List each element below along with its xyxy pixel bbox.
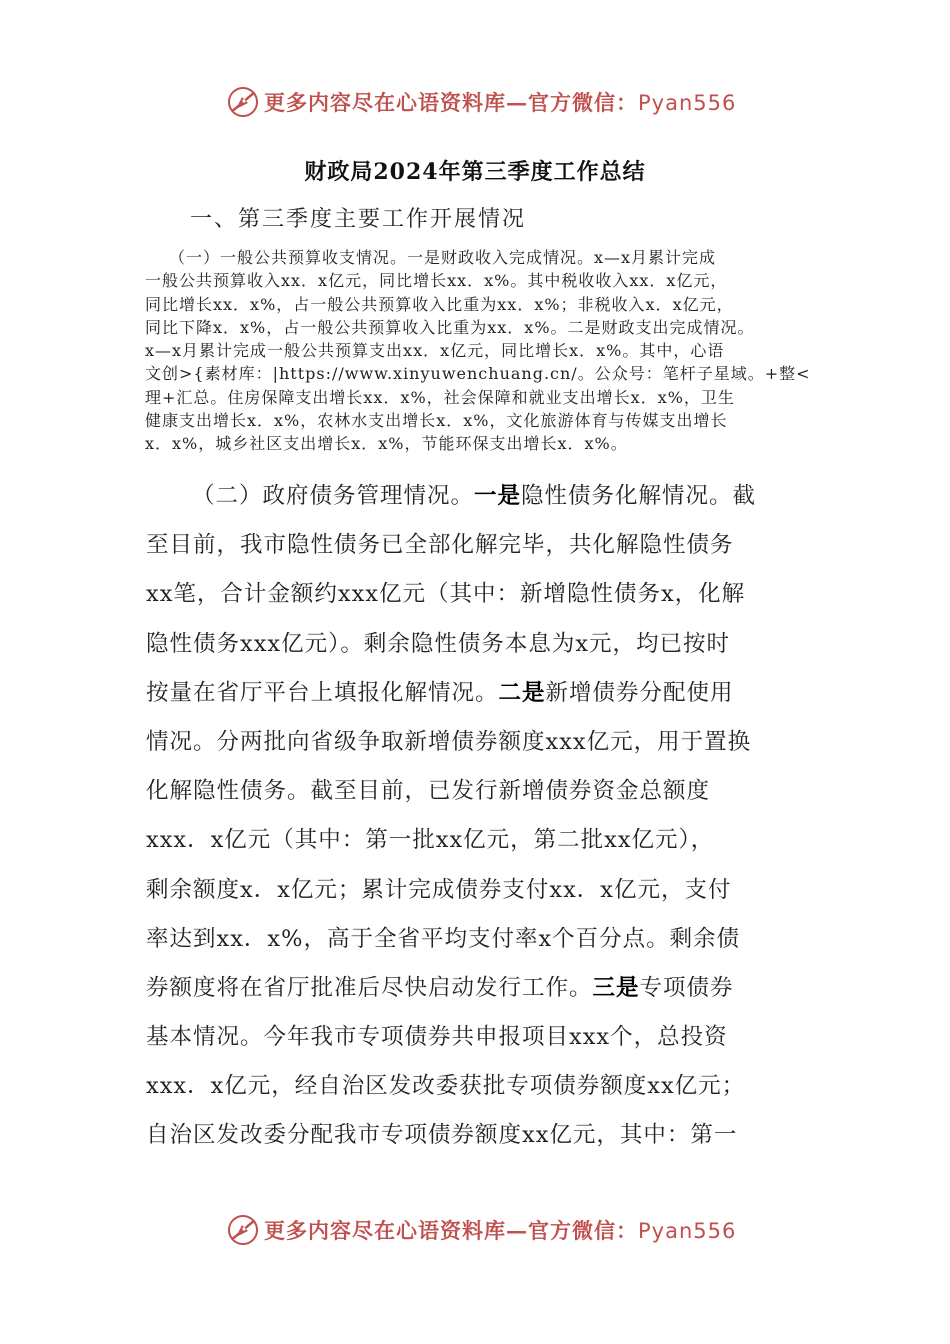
paragraph-line: 文创>{素材库：|https://www.xinyuwenchuang.cn/。公众号：笔杆子星域。+整< bbox=[145, 364, 811, 384]
banner-text: 更多内容尽在心语资料库—官方微信：Pyan556 bbox=[264, 1218, 737, 1243]
paragraph-line: 率达到xx．x%，高于全省平均支付率x个百分点。剩余债 bbox=[146, 925, 741, 952]
pen-nib-logo-icon bbox=[226, 85, 260, 119]
paragraph-line: 情况。分两批向省级争取新增债券额度xxx亿元，用于置换 bbox=[146, 728, 752, 755]
pen-nib-logo-icon bbox=[226, 1213, 260, 1247]
paragraph-line: 健康支出增长x．x%，农林水支出增长x．x%，文化旅游体育与传媒支出增长 bbox=[145, 411, 728, 431]
paragraph-line: 隐性债务xxx亿元）。剩余隐性债务本息为x元，均已按时 bbox=[146, 630, 731, 657]
paragraph-line: 一般公共预算收入xx．x亿元，同比增长xx．x%。其中税收收入xx．x亿元， bbox=[145, 271, 728, 291]
paragraph-line: xxx．x亿元（其中：第一批xx亿元，第二批xx亿元）， bbox=[146, 827, 715, 854]
paragraph-line: 同比增长xx．x%，占一般公共预算收入比重为xx．x%；非税收入x．x亿元， bbox=[145, 294, 734, 314]
paragraph-line: 化解隐性债务。截至目前，已发行新增债券资金总额度 bbox=[146, 778, 711, 805]
bottom-banner[interactable] bbox=[226, 1208, 746, 1252]
paragraph-line: （一）一般公共预算收支情况。一是财政收入完成情况。x—x月累计完成 bbox=[169, 248, 717, 267]
paragraph-line: 券额度将在省厅批准后尽快启动发行工作。三是专项债券 bbox=[146, 974, 734, 1001]
paragraph-line: 按量在省厅平台上填报化解情况。二是新增债券分配使用 bbox=[146, 679, 734, 706]
emphasis: 二是 bbox=[498, 679, 546, 706]
paragraph-line: xx笔，合计金额约xxx亿元（其中：新增隐性债务x，化解 bbox=[146, 581, 746, 608]
paragraph-line: 剩余额度x．x亿元；累计完成债券支付xx．x亿元，支付 bbox=[146, 876, 732, 903]
banner-handle: Pyan556 bbox=[638, 91, 737, 115]
paragraph-line: 理+汇总。住房保障支出增长xx．x%，社会保障和就业支出增长x．x%，卫生 bbox=[145, 387, 735, 407]
paragraph-line: 同比下降x．x%，占一般公共预算收入比重为xx．x%。二是财政支出完成情况。 bbox=[145, 317, 755, 337]
paragraph-line: 自治区发改委分配我市专项债券额度xx亿元，其中：第一 bbox=[146, 1122, 738, 1149]
paragraph-budget bbox=[145, 246, 810, 456]
document-title: 财政局2024年第三季度工作总结 bbox=[304, 159, 646, 185]
paragraph-line: 至目前，我市隐性债务已全部化解完毕，共化解隐性债务 bbox=[146, 532, 734, 559]
paragraph-debt bbox=[146, 472, 816, 1161]
paragraph-line: x—x月累计完成一般公共预算支出xx．x亿元，同比增长x．x%。其中，心语 bbox=[145, 341, 725, 361]
paragraph-line: （二）政府债务管理情况。一是隐性债务化解情况。截 bbox=[192, 483, 757, 509]
top-banner[interactable] bbox=[226, 80, 746, 124]
emphasis: 一是 bbox=[474, 483, 522, 509]
section-heading: 一、第三季度主要工作开展情况 bbox=[190, 207, 527, 232]
paragraph-line: 基本情况。今年我市专项债券共申报项目xxx个，总投资 bbox=[146, 1024, 728, 1051]
banner-text: 更多内容尽在心语资料库—官方微信：Pyan556 bbox=[264, 90, 737, 115]
paragraph-line: xxx．x亿元，经自治区发改委获批专项债券额度xx亿元； bbox=[146, 1073, 746, 1100]
emphasis: 三是 bbox=[592, 974, 640, 1001]
paragraph-line: x．x%，城乡社区支出增长x．x%，节能环保支出增长x．x%。 bbox=[145, 434, 628, 454]
banner-handle: Pyan556 bbox=[638, 1219, 737, 1243]
